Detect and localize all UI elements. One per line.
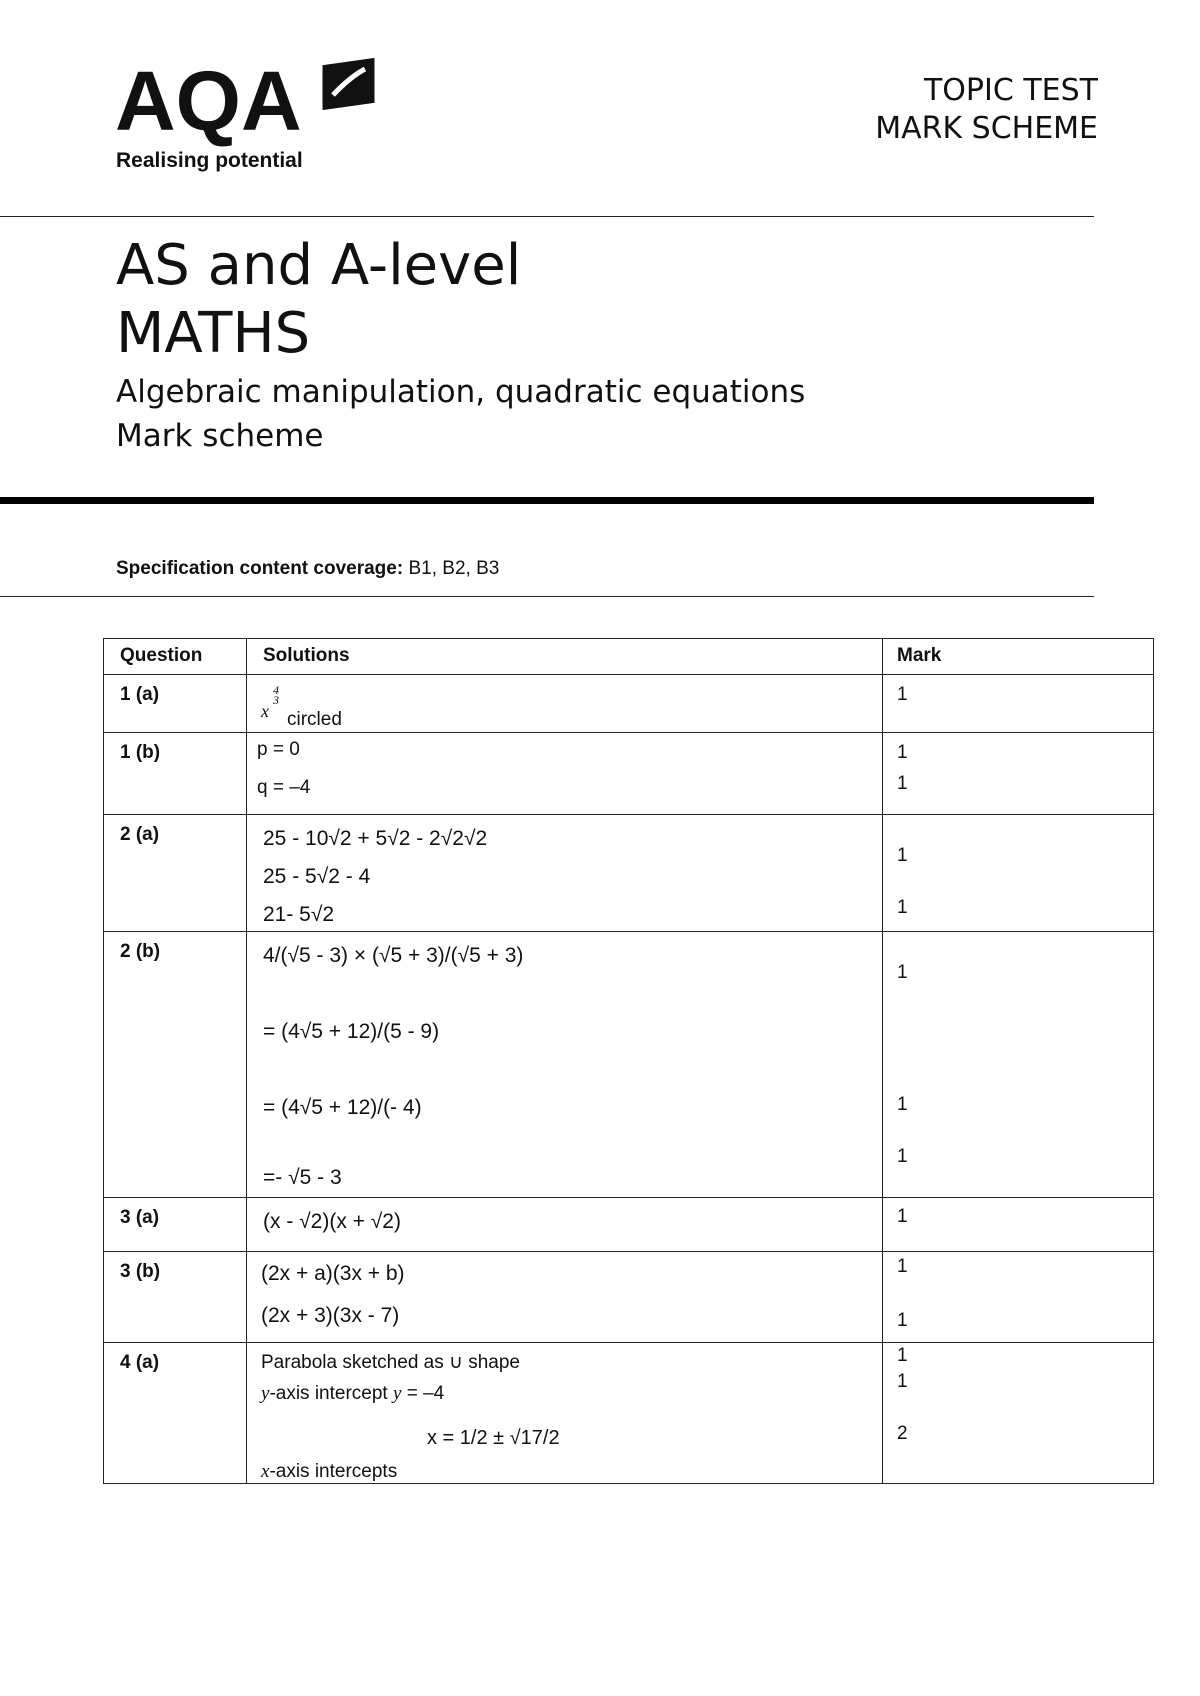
mark-cell xyxy=(883,1252,1154,1343)
solution-cell xyxy=(247,815,883,932)
table-row xyxy=(104,1198,1154,1252)
solution-cell xyxy=(247,1343,883,1484)
header-mark: Mark xyxy=(883,639,1154,675)
solution-text: circled xyxy=(287,709,342,730)
solution-line: q = –4 xyxy=(257,777,311,798)
mark-cell xyxy=(883,675,1154,733)
question-label: 3 (b) xyxy=(104,1252,247,1343)
solution-line: 25 - 10√2 + 5√2 - 2√2√2 xyxy=(263,827,488,850)
mark-value: 1 xyxy=(897,1345,908,1366)
header-question: Question xyxy=(104,639,247,675)
mark-value: 1 xyxy=(897,1256,908,1277)
question-label: 1 (a) xyxy=(104,675,247,733)
table-row xyxy=(104,733,1154,815)
spec-label: Specification content coverage: xyxy=(116,558,404,579)
solution-line: = (4√5 + 12)/(5 - 9) xyxy=(263,1020,440,1043)
table-row xyxy=(104,1252,1154,1343)
title-divider xyxy=(0,497,1094,504)
question-label: 2 (a) xyxy=(104,815,247,932)
mark-cell xyxy=(883,815,1154,932)
solution-line: y-axis intercept y = –4 xyxy=(261,1383,445,1404)
question-label: 3 (a) xyxy=(104,1198,247,1252)
table-header-row xyxy=(104,639,1154,675)
solution-cell: 4 3 x circled xyxy=(247,675,883,733)
mark-cell xyxy=(883,1198,1154,1252)
subtitle-topic: Algebraic manipulation, quadratic equations xyxy=(116,374,806,410)
table-row xyxy=(104,815,1154,932)
table-row xyxy=(104,675,1154,733)
mark-value: 1 xyxy=(897,1094,908,1115)
mark-cell xyxy=(883,733,1154,815)
mark-value: 1 xyxy=(897,1371,908,1392)
header-solutions: Solutions xyxy=(247,639,883,675)
spec-divider xyxy=(0,596,1094,597)
solution-line: 4/(√5 - 3) × (√5 + 3)/(√5 + 3) xyxy=(263,944,524,967)
logo-brand-text: AQA xyxy=(115,55,302,148)
subtitle-mark-scheme: Mark scheme xyxy=(116,418,324,454)
solution-cell xyxy=(247,932,883,1198)
table-row xyxy=(104,1343,1154,1484)
table-row xyxy=(104,932,1154,1198)
solution-cell xyxy=(247,1198,883,1252)
aqa-logo xyxy=(115,55,380,175)
logo-flag-icon xyxy=(320,55,377,113)
aqa-logo-mark xyxy=(115,55,380,175)
mark-value: 1 xyxy=(897,773,908,794)
mark-value: 1 xyxy=(897,1206,908,1227)
solution-line: Parabola sketched as ∪ shape xyxy=(261,1352,520,1373)
intercept-formula: x = 1/2 ± √17/2 xyxy=(427,1427,560,1449)
mark-cell xyxy=(883,1343,1154,1484)
logo-tagline: Realising potential xyxy=(116,149,303,172)
spec-value: B1, B2, B3 xyxy=(408,558,500,579)
mark-value: 1 xyxy=(897,845,908,866)
title-line-1: AS and A-level xyxy=(116,233,522,298)
mark-value: 1 xyxy=(897,1310,908,1331)
mark-value: 2 xyxy=(897,1423,908,1444)
mark-value: 1 xyxy=(897,742,908,763)
mark-value: 1 xyxy=(897,684,908,705)
solution-line: 25 - 5√2 - 4 xyxy=(263,865,371,888)
solution-line: p = 0 xyxy=(257,739,300,760)
solution-line: = (4√5 + 12)/(- 4) xyxy=(263,1096,422,1119)
question-label: 4 (a) xyxy=(104,1343,247,1484)
solution-cell xyxy=(247,733,883,815)
mark-value: 1 xyxy=(897,1146,908,1167)
question-label: 2 (b) xyxy=(104,932,247,1198)
mark-cell xyxy=(883,932,1154,1198)
title-line-2: MATHS xyxy=(116,301,311,366)
question-label: 1 (b) xyxy=(104,733,247,815)
solution-line: (x - √2)(x + √2) xyxy=(263,1210,401,1233)
solution-line: (2x + a)(3x + b) xyxy=(261,1262,405,1285)
mark-value: 1 xyxy=(897,962,908,983)
solution-cell xyxy=(247,1252,883,1343)
solution-line: (2x + 3)(3x - 7) xyxy=(261,1304,400,1327)
spec-coverage xyxy=(116,558,499,580)
mark-value: 1 xyxy=(897,897,908,918)
mark-scheme-table xyxy=(103,638,1154,1484)
topic-test-label: TOPIC TEST MARK SCHEME xyxy=(875,73,1098,146)
solution-line: =- √5 - 3 xyxy=(263,1166,342,1189)
solution-line: 21- 5√2 xyxy=(263,903,335,926)
header-divider xyxy=(0,216,1094,217)
solution-line: x-axis intercepts xyxy=(261,1461,398,1482)
